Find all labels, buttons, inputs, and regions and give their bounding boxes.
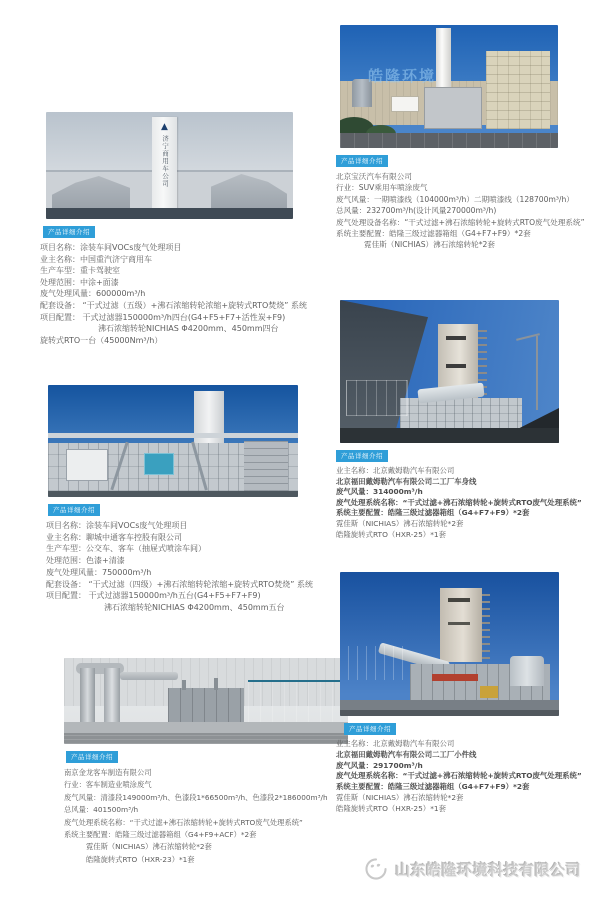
detail-line: 业主名称：北京戴姆勒汽车有限公司 [336, 466, 455, 475]
product-intro-tag: 产品详细介绍 [336, 155, 388, 167]
tower-ladder [482, 594, 490, 660]
detail-line: 霓佳斯（NICHIAS）沸石浓缩转轮*2套 [336, 518, 464, 528]
detail-line: 处理范围：中涂+面漆 [40, 277, 119, 287]
project-details [336, 739, 582, 815]
product-intro-tag: 产品详细介绍 [43, 226, 95, 238]
detail-line: 霓佳斯（NICHIAS）沸石浓缩转轮*2套 [364, 240, 495, 250]
detail-line: 配套设备： “干式过滤（五级）+沸石浓缩转轮浓缩+旋转式RTO焚烧” 系统 [40, 300, 307, 310]
detail-line: 项目配置： 干式过滤器150000m³/h四台(G4+F5+F7+活性炭+F9) [40, 312, 286, 322]
detail-line: 废气处理系统名称：“干式过滤+沸石浓缩转轮+旋转式RTO废气处理系统” [64, 817, 303, 827]
detail-line: 项目名称：涂装车间VOCs废气处理项目 [40, 243, 182, 252]
detail-line: 沸石浓缩转轮NICHIAS Φ4200mm、450mm四台 [98, 324, 279, 334]
detail-line: 北京福田戴姆勒汽车有限公司二工厂小件线 [336, 749, 477, 759]
yellow-machine [480, 686, 498, 698]
company-logo-icon [363, 856, 389, 882]
project-card-borgward [336, 25, 585, 251]
detail-line: 生产车型：公交车、客车（抽屉式喷涂车间） [46, 544, 206, 554]
project-card-foton-body [336, 300, 582, 540]
ground-strip [48, 491, 298, 497]
detail-line: 处理范围：色漆+清漆 [46, 556, 125, 566]
project-details [40, 242, 307, 346]
detail-line: 废气风量：一期喷漆线（104000m³/h）二期喷漆线（128700m³/h） [336, 194, 574, 204]
pipe [182, 680, 186, 690]
tower-vent-slot [448, 598, 470, 602]
sign-tower-text: 济宁商用车公司 [161, 135, 169, 188]
detail-line: 废气风量：291700m³/h [336, 760, 423, 770]
horizontal-duct [120, 672, 178, 680]
street-lamp-pole [536, 336, 538, 410]
ground-railing [340, 133, 558, 148]
detail-line: 项目配置： 干式过滤器150000m³/h五台(G4+F5+F7+F9) [46, 591, 261, 601]
detail-line: 北京福田戴姆勒汽车有限公司二工厂车身线 [336, 476, 477, 486]
detail-line: 霓佳斯（NICHIAS）沸石浓缩转轮*2套 [336, 792, 464, 802]
fence-strip [46, 208, 293, 219]
filter-unit [66, 449, 108, 481]
ground-strip [340, 428, 559, 443]
project-photo-sinotruk [46, 112, 293, 219]
detail-line: 废气风量：清漆段149000m³/h、色漆段1*66500m³/h、色漆段2*186000m³/h [64, 792, 328, 802]
control-panel [144, 453, 174, 475]
blue-filter-box [346, 380, 408, 416]
detail-line: 沸石浓缩转轮NICHIAS Φ4200mm、450mm五台 [104, 602, 285, 612]
detail-line: 废气处理风量：750000m³/h [46, 567, 152, 577]
detail-line: 皓隆旋转式RTO（HXR-23）*1套 [86, 854, 195, 864]
detail-line: 系统主要配置：皓隆三级过滤器箱组（G4+F7+F9）*2套 [336, 782, 530, 792]
project-details [64, 767, 356, 866]
detail-line: 废气处理风量：600000m³/h [40, 289, 146, 299]
exhaust-stack [436, 28, 451, 90]
scaffold-platform [400, 398, 522, 430]
project-details [336, 466, 582, 540]
project-card-sinotruk [40, 112, 307, 346]
sign-tower [152, 117, 177, 210]
detail-line: 皓隆旋转式RTO（HXR-25）*1套 [336, 803, 446, 813]
detail-line: 业主名称：北京戴姆勒汽车有限公司 [336, 739, 455, 748]
detail-line: 南京金龙客车制造有限公司 [64, 768, 152, 777]
filter-box-unit [424, 87, 482, 129]
project-card-foton-parts [336, 572, 582, 815]
product-intro-tag: 产品详细介绍 [48, 504, 100, 516]
equipment-sign [392, 97, 418, 111]
blue-filter-box [348, 646, 408, 680]
product-intro-tag: 产品详细介绍 [336, 450, 388, 462]
company-footer [363, 856, 581, 882]
project-card-kinglong [64, 658, 356, 866]
detail-line: 旋转式RTO一台（45000Nm³/h） [40, 335, 163, 345]
scaffold-tower [244, 441, 288, 491]
detail-line: 配套设备： “干式过滤（四级）+沸石浓缩转轮浓缩+旋转式RTO焚烧” 系统 [46, 579, 313, 589]
red-banner [432, 674, 478, 681]
pipe [214, 678, 218, 690]
wet-floor [64, 733, 348, 744]
detail-line: 行业：客车制造业喷涂废气 [64, 780, 152, 790]
detail-line: 总风量：401500m³/h [64, 805, 139, 815]
tower-vent-slot [446, 364, 466, 368]
detail-line: 系统主要配置：皓隆三级过滤器箱组（G4+F9+ACF）*2套 [64, 830, 257, 840]
detail-line: 废气处理设备名称：“干式过滤+沸石浓缩转轮+旋转式RTO废气处理系统” [336, 217, 585, 227]
detail-line: 业主名称：中国重汽济宁商用车 [40, 254, 152, 264]
detail-line: 北京宝沃汽车有限公司 [336, 172, 412, 181]
detail-line: 废气风量：314000m³/h [336, 487, 423, 497]
project-photo-foton-body [340, 300, 559, 443]
project-photo-zhongtong [48, 385, 298, 497]
horizontal-duct [48, 433, 298, 438]
detail-line: 行业：SUV乘用车喷涂废气 [336, 183, 428, 193]
tower-vent-slot [446, 336, 466, 340]
ground [64, 722, 348, 733]
project-photo-borgward [340, 25, 558, 148]
vertical-duct [104, 668, 120, 728]
project-photo-foton-parts [340, 572, 559, 716]
project-photo-kinglong [64, 658, 348, 744]
product-intro-tag: 产品详细介绍 [66, 751, 118, 763]
ground [340, 700, 559, 710]
detail-line: 生产车型：重卡驾驶室 [40, 266, 120, 276]
detail-line: 项目名称：涂装车间VOCs废气处理项目 [46, 521, 188, 530]
detail-line: 废气处理系统名称：“干式过滤+沸石浓缩转轮+旋转式RTO废气处理系统” [336, 497, 582, 507]
detail-line: 废气处理系统名称：“干式过滤+沸石浓缩转轮+旋转式RTO废气处理系统” [336, 771, 582, 781]
concrete-rto-tower [440, 588, 482, 662]
detail-line: 系统主要配置：皓隆三级过滤器箱组（G4+F7+F9）*2套 [336, 229, 531, 239]
project-card-zhongtong [46, 385, 313, 614]
detail-line: 皓隆旋转式RTO（HXR-25）*1套 [336, 529, 446, 539]
teal-container-unit [248, 682, 340, 722]
project-details [336, 171, 585, 251]
detail-line: 霓佳斯（NICHIAS）沸石浓缩转轮*2套 [86, 842, 212, 852]
truck-brand-logo-icon: ▲ [161, 122, 168, 132]
rto-tower-structure [486, 51, 550, 129]
company-name: 山东皓隆环境科技有限公司 [395, 860, 582, 879]
white-tank [510, 656, 544, 686]
product-intro-tag: 产品详细介绍 [344, 723, 396, 735]
vertical-duct [80, 668, 95, 722]
project-details [46, 520, 313, 614]
photo-watermark: 皓隆环境 [368, 67, 437, 85]
ground-shadow [340, 710, 559, 716]
detail-line: 业主名称：聊城中通客车控股有限公司 [46, 532, 182, 542]
detail-line: 总风量：232700m³/h(设计风量270000m³/h) [336, 206, 497, 216]
tower-vent-slot [448, 622, 470, 625]
detail-line: 系统主要配置：皓隆三级过滤器箱组（G4+F7+F9）*2套 [336, 508, 530, 518]
